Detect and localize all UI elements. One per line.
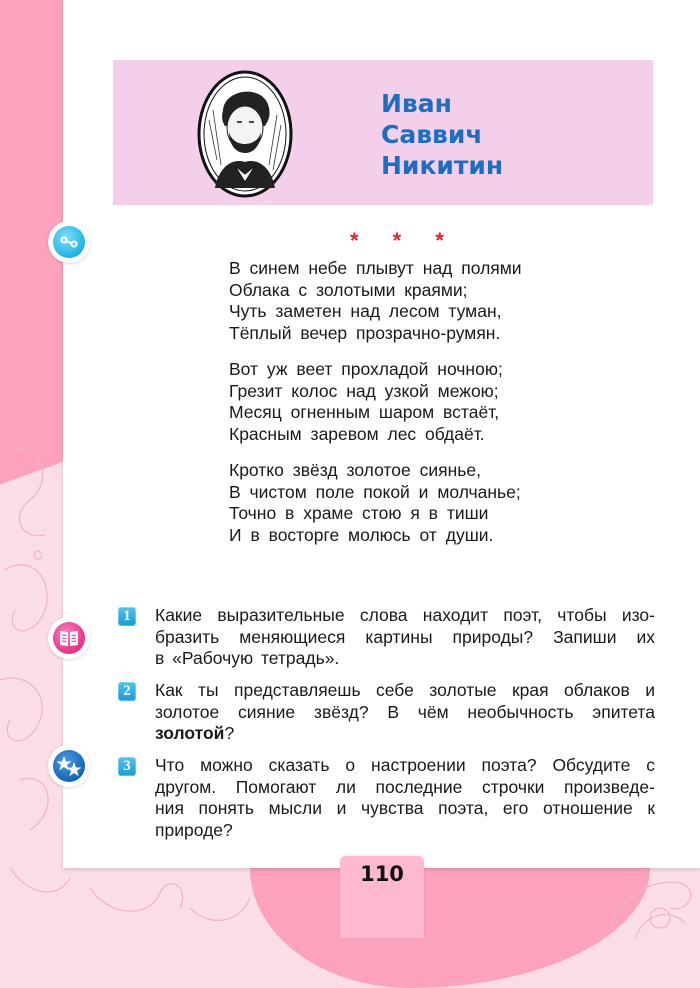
task-line [155, 723, 655, 745]
author-name [381, 88, 503, 181]
poem-stanza-3 [229, 460, 522, 546]
task-number-badge: 2 [118, 682, 136, 701]
poem-line: Вот уж веет прохладой ночною; [229, 359, 503, 379]
poem-line: Месяц огненным шаром встаёт, [229, 402, 500, 422]
task-line: Как ты представляешь себе золотые края облаков и [155, 680, 655, 700]
poem-line: В синем небе плывут над полями [229, 258, 522, 278]
punctuation: ? [224, 723, 235, 743]
task-line: бразить меняющиеся картины природы? Запиши их [155, 626, 655, 647]
task-line: Какие выразительные слова находит поэт, чтобы изо- [155, 605, 655, 625]
pair-work-stars-icon[interactable] [48, 745, 90, 787]
poem-line: Облака с золотыми краями; [229, 279, 468, 300]
task-line: другом. Помогают ли последние строчки произведе- [155, 776, 655, 797]
two-stars-glyph [53, 750, 85, 782]
task-number-badge: 1 [118, 607, 136, 626]
task-text [155, 605, 655, 670]
left-ornament-area [0, 380, 63, 938]
poem-line: Тёплый вечер прозрачно-румян. [229, 322, 501, 343]
poem-line: Грезит колос над узкой межою; [229, 380, 499, 401]
poem-line: Красным заревом лес обдаёт. [229, 423, 485, 444]
poem-line: Кротко звёзд золотое сиянье, [229, 460, 481, 480]
poem-line: И в восторге молюсь от души. [229, 524, 494, 545]
headphones-link-glyph [53, 226, 85, 258]
author-first-name: Иван [381, 89, 452, 118]
task-line: Что можно сказать о настроении поэта? Обсудите с [155, 755, 655, 775]
workbook-icon[interactable] [48, 617, 90, 659]
task-text [155, 755, 655, 841]
audio-listen-icon[interactable] [48, 221, 90, 263]
task-line: в «Рабочую тетрадь». [155, 648, 340, 668]
author-header-banner [113, 60, 653, 205]
author-portrait [197, 70, 293, 198]
poem-stanza-1 [229, 258, 522, 344]
textbook-page [63, 0, 700, 868]
task-text [155, 680, 655, 745]
emphasized-word: золотой [155, 723, 225, 743]
poem-line: Точно в храме стою я в тиши [229, 503, 489, 523]
task-number-badge: 3 [118, 757, 136, 776]
task-line: природе? [155, 819, 233, 840]
open-book-glyph [53, 622, 85, 654]
bottom-pink-wave [250, 868, 650, 988]
poem-text [229, 258, 522, 561]
author-last-name: Никитин [381, 151, 504, 180]
author-patronymic: Саввич [381, 120, 483, 149]
poem-line: Чуть заметен над лесом туман, [229, 301, 502, 321]
poem-line: В чистом поле покой и молчанье; [229, 481, 521, 502]
task-line: золотое сияние звёзд? В чём необычность эпитета [155, 701, 655, 722]
task-line: ния понять мысли и чувства поэта, его отношение к [155, 798, 655, 818]
page-number: 110 [340, 856, 424, 938]
poem-title-asterisks: * * * [350, 228, 458, 253]
poem-stanza-2 [229, 359, 522, 445]
